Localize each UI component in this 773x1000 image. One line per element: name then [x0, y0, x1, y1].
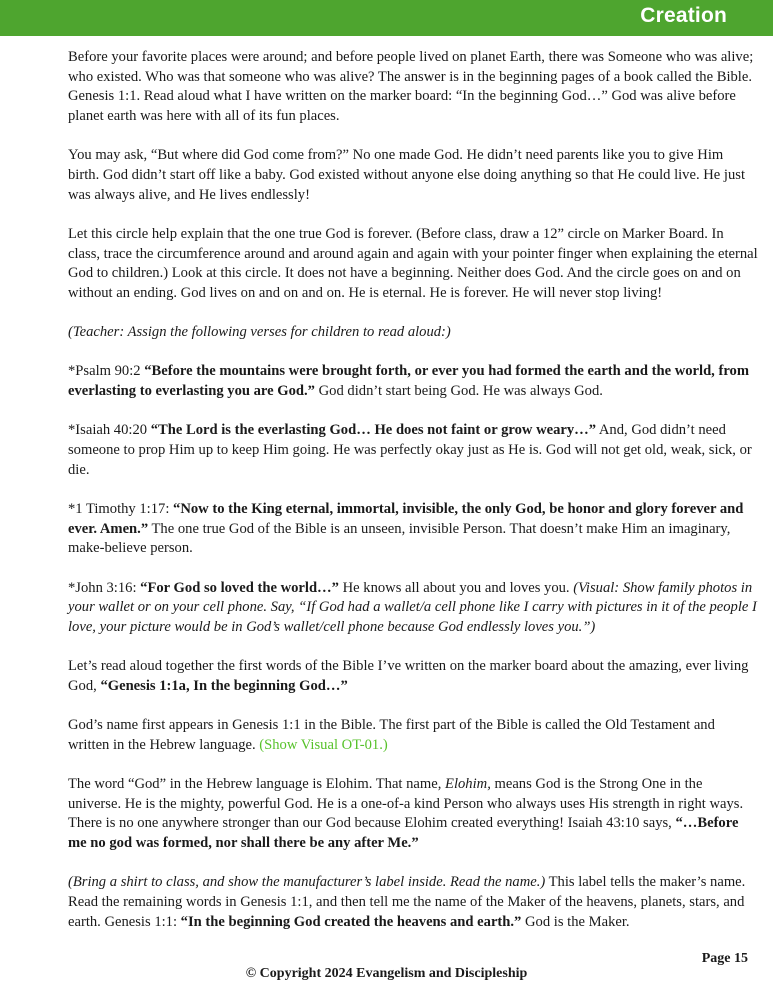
paragraph-text: The word “God” in the Hebrew language is Elohim. That name, — [68, 775, 446, 792]
verse-comment: God didn’t start being God. He was always God. — [314, 383, 603, 400]
paragraph-elohim — [68, 775, 758, 854]
section-title: Creation — [640, 4, 727, 27]
paragraph-circle: Let this circle help explain that the one true God is forever. (Before class, draw a 12” circle on Marker Board. In class, trace the circumference around and around again and again with your pointer finger when explaining the eternal God to children.) Look at this circle. It does not have a beginning. Neither does God. And the circle goes on and on without an ending. God lives on and on and on. He is eternal. He is forever. He will never stop living! — [68, 225, 758, 302]
visual-instruction: (Visual: Show family photos in your wallet or on your cell phone. Say, “If God had a wallet/a cell phone like I carry with pictures in it of the people I love, your picture would be in God’s wallet/cell phone because God endlessly loves you.”) — [68, 579, 757, 635]
paragraph-text: This label tells the maker’s name. Read the remaining words in Genesis 1:1, and then tell me the name of the Maker of the heavens, planets, stars, and earth. Genesis 1:1: — [68, 874, 746, 930]
verse-quote: “Now to the King eternal, immortal, invisible, the only God, be honor and glory forever and ever. Amen.” — [68, 500, 744, 537]
verse-ref: *Psalm 90:2 — [68, 363, 145, 380]
shirt-instruction: (Bring a shirt to class, and show the manufacturer’s label inside. Read the name.) — [68, 874, 546, 891]
verse-isaiah — [68, 421, 758, 480]
header-banner — [0, 0, 773, 36]
verse-quote: “Before the mountains were brought forth, or ever you had formed the earth and the world, from everlasting to everlasting you are God.” — [68, 363, 750, 400]
page-number: Page 15 — [701, 951, 748, 966]
verse-quote: “The Lord is the everlasting God… He does not faint or grow weary…” — [150, 422, 597, 439]
page-body — [68, 48, 758, 952]
verse-ref: *Isaiah 40:20 — [68, 422, 151, 439]
paragraph-text: means God is the Strong One in the universe. He is the mighty, powerful God. He is a one-of-a kind Person who always uses His strength in right ways. There is no one anywhere stronger than our God because Elohim created everything! Isaiah 43:10 says, — [68, 775, 744, 832]
elohim-name: Elohim, — [445, 775, 491, 792]
paragraph-maker — [68, 873, 758, 932]
verse-ref: *1 Timothy 1:17: — [68, 500, 174, 517]
paragraph-text: God’s name first appears in Genesis 1:1 in the Bible. The first part of the Bible is called the Old Testament and written in the Hebrew language. — [68, 717, 715, 753]
verse-comment: And, God didn’t need someone to prop Him up to keep Him going. He was perfectly okay just as He is. God will not get old, weak, sick, or die. — [68, 422, 752, 478]
genesis-full-quote: “In the beginning God created the heavens and earth.” — [180, 913, 522, 930]
verse-timothy — [68, 500, 758, 559]
verse-comment: He knows all about you and loves you. — [338, 579, 574, 596]
verse-quote: “For God so loved the world…” — [140, 579, 339, 596]
verse-ref: *John 3:16: — [68, 579, 141, 596]
teacher-note: (Teacher: Assign the following verses for children to read aloud:) — [68, 324, 451, 341]
genesis-quote: “Genesis 1:1a, In the beginning God…” — [100, 677, 348, 694]
copyright-footer: © Copyright 2024 Evangelism and Discipleship — [245, 966, 528, 981]
isaiah-quote: “…Before me no god was formed, nor shall there be any after Me.” — [68, 815, 739, 852]
show-visual-note: (Show Visual OT-01.) — [259, 736, 388, 753]
verse-comment: The one true God of the Bible is an unseen, invisible Person. That doesn’t make Him an imaginary, make-believe person. — [68, 520, 731, 557]
paragraph-read-aloud — [68, 657, 758, 696]
paragraph-name-appears — [68, 716, 758, 755]
verse-psalm — [68, 362, 758, 401]
paragraph-origin: You may ask, “But where did God come from?” No one made God. He didn’t need parents like you to give Him birth. God didn’t start off like a baby. God existed without anyone else doing anything so that He could live. He just was always alive, and He lives endlessly! — [68, 147, 746, 203]
paragraph-text: Let’s read aloud together the first words of the Bible I’ve written on the marker board about the amazing, ever living God, — [68, 658, 749, 694]
paragraph-text: God is the Maker. — [521, 913, 630, 930]
paragraph-intro: Before your favorite places were around; and before people lived on planet Earth, there was Someone who was alive; who existed. Who was that someone who was alive? The answer is in the beginning pages of a book called the Bible. Genesis 1:1. Read aloud what I have written on the marker board: “In the beginning God…” God was alive before planet earth was here with all of its fun places. — [68, 49, 754, 125]
verse-john — [68, 579, 758, 638]
